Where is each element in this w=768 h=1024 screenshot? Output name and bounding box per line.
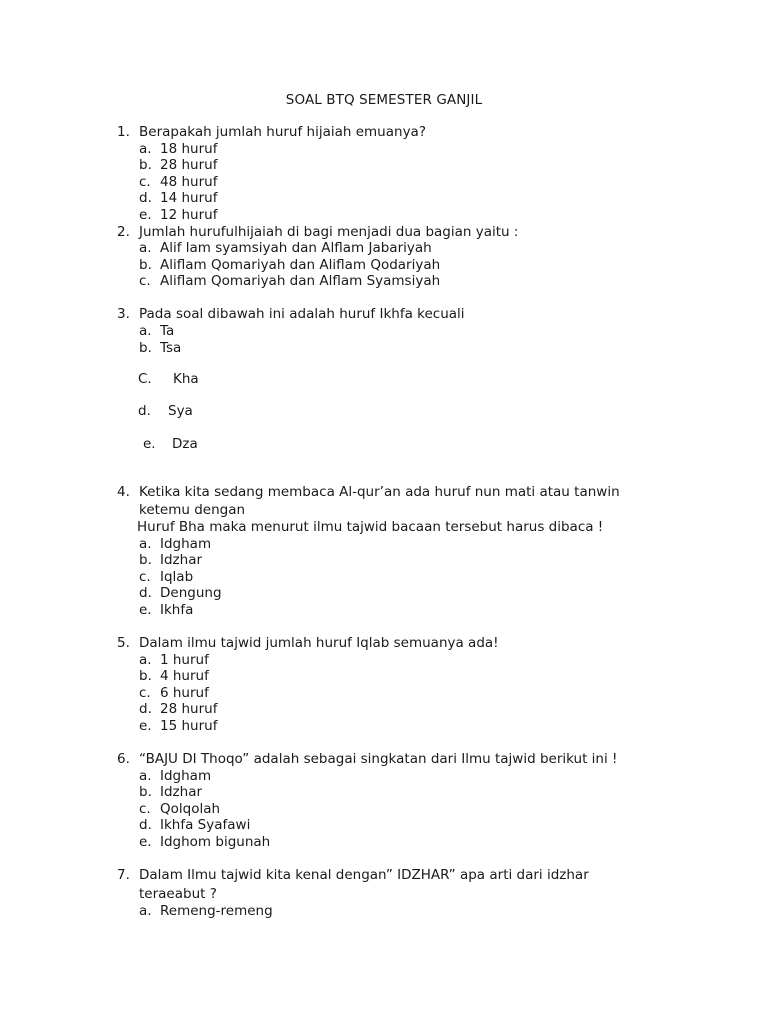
option-letter: b. [139,784,152,800]
question-text: “BAJU DI Thoqo” adalah sebagai singkatan dari Ilmu tajwid berikut ini ! [139,751,618,767]
question-text: Dalam ilmu tajwid jumlah huruf Iqlab semuanya ada! [139,635,499,651]
question-4-text-line-2: ketemu dengan [139,502,246,518]
option-letter: a. [139,903,152,919]
option-text: 28 huruf [160,157,218,173]
question-number: 6. [117,751,130,767]
question-number: 2. [117,224,130,240]
question-text: Pada soal dibawah ini adalah huruf Ikhfa kecuali [139,306,465,322]
question-1 [117,124,426,141]
question-6-option-d [139,817,250,834]
question-text: Berapakah jumlah huruf hijaiah emuanya? [139,124,426,140]
question-1-option-b [139,157,217,174]
option-text: Ta [160,323,175,339]
option-letter: e. [139,207,152,223]
option-text: Dza [172,436,198,452]
option-text: Idgham [160,536,212,552]
option-text: Idghom bigunah [160,834,271,850]
option-letter: b. [139,257,152,273]
question-3-option-c [138,371,199,387]
option-text: 1 huruf [160,652,209,668]
option-text: 14 huruf [160,190,218,206]
question-4-option-b [139,552,202,569]
question-6 [117,751,617,768]
option-text: Iqlab [160,569,194,585]
question-4-text-line-3: Huruf Bha maka menurut ilmu tajwid bacaan tersebut harus dibaca ! [137,519,604,535]
option-letter: e. [139,602,152,618]
question-6-option-b [139,784,202,801]
question-5-option-c [139,685,209,702]
option-letter: a. [139,240,152,256]
option-letter: e. [139,834,152,850]
question-text: Dalam Ilmu tajwid kita kenal dengan” IDZHAR” apa arti dari idzhar [139,867,589,883]
option-text: Sya [168,403,193,419]
option-letter: c. [139,174,151,190]
question-text: Ketika kita sedang membaca Al-qur’an ada huruf nun mati atau tanwin [139,484,620,500]
question-5 [117,635,499,652]
question-3-option-a [139,323,174,340]
question-1-option-d [139,190,217,207]
option-letter: d. [139,585,152,601]
option-letter: a. [139,141,152,157]
option-letter: a. [139,536,152,552]
option-letter: a. [139,323,152,339]
option-letter: d. [139,701,152,717]
option-letter: c. [139,801,151,817]
question-text: Jumlah hurufulhijaiah di bagi menjadi dua bagian yaitu : [139,224,519,240]
option-letter: a. [139,768,152,784]
option-text: Remeng-remeng [160,903,273,919]
option-letter: b. [139,668,152,684]
option-text: Idgham [160,768,212,784]
question-4-option-a [139,536,211,553]
question-2-option-c [139,273,440,290]
question-number: 5. [117,635,130,651]
option-letter: d. [139,817,152,833]
question-1-option-c [139,174,217,191]
option-letter: c. [139,685,151,701]
question-4-option-e [139,602,193,619]
question-5-option-b [139,668,209,685]
question-2 [117,224,518,241]
question-3-option-b [139,340,181,357]
question-3-option-d [138,403,193,419]
option-text: Kha [173,371,199,387]
question-6-option-c [139,801,220,818]
option-text: Qolqolah [160,801,221,817]
option-text: Ikhfa [160,602,194,618]
question-4-option-c [139,569,193,586]
question-4 [117,484,620,501]
option-text: 28 huruf [160,701,218,717]
question-number: 1. [117,124,130,140]
option-text: 4 huruf [160,668,209,684]
option-text: 6 huruf [160,685,209,701]
option-text: Aliflam Qomariyah dan Aliflam Qodariyah [160,257,441,273]
option-text: Dengung [160,585,222,601]
option-text: Idzhar [160,552,203,568]
question-2-option-b [139,257,440,274]
question-5-option-d [139,701,217,718]
option-letter: c. [139,273,151,289]
question-5-option-a [139,652,209,669]
option-text: 18 huruf [160,141,218,157]
option-letter: a. [139,652,152,668]
question-3-option-e [143,436,198,452]
question-number: 3. [117,306,130,322]
option-text: Tsa [160,340,182,356]
question-1-option-e [139,207,217,224]
option-text: 15 huruf [160,718,218,734]
option-letter: b. [139,340,152,356]
option-letter: e. [139,718,152,734]
option-letter: C. [138,371,152,387]
question-7-option-a [139,903,273,920]
question-6-option-a [139,768,211,785]
option-letter: d. [139,190,152,206]
option-letter: d. [138,403,151,419]
option-letter: c. [139,569,151,585]
question-3 [117,306,465,323]
question-4-option-d [139,585,222,602]
option-text: Ikhfa Syafawi [160,817,251,833]
question-7 [117,867,589,884]
option-text: Idzhar [160,784,203,800]
question-number: 7. [117,867,130,883]
question-1-option-a [139,141,217,158]
option-letter: b. [139,157,152,173]
option-text: 48 huruf [160,174,218,190]
question-7-text-line-2: teraeabut ? [139,886,217,902]
question-6-option-e [139,834,270,851]
option-text: 12 huruf [160,207,218,223]
document-title: SOAL BTQ SEMESTER GANJIL [285,92,483,108]
question-5-option-e [139,718,217,735]
option-text: Alif lam syamsiyah dan Alflam Jabariyah [160,240,432,256]
option-letter: b. [139,552,152,568]
option-text: Aliflam Qomariyah dan Alflam Syamsiyah [160,273,441,289]
option-letter: e. [143,436,156,452]
question-2-option-a [139,240,432,257]
question-number: 4. [117,484,130,500]
